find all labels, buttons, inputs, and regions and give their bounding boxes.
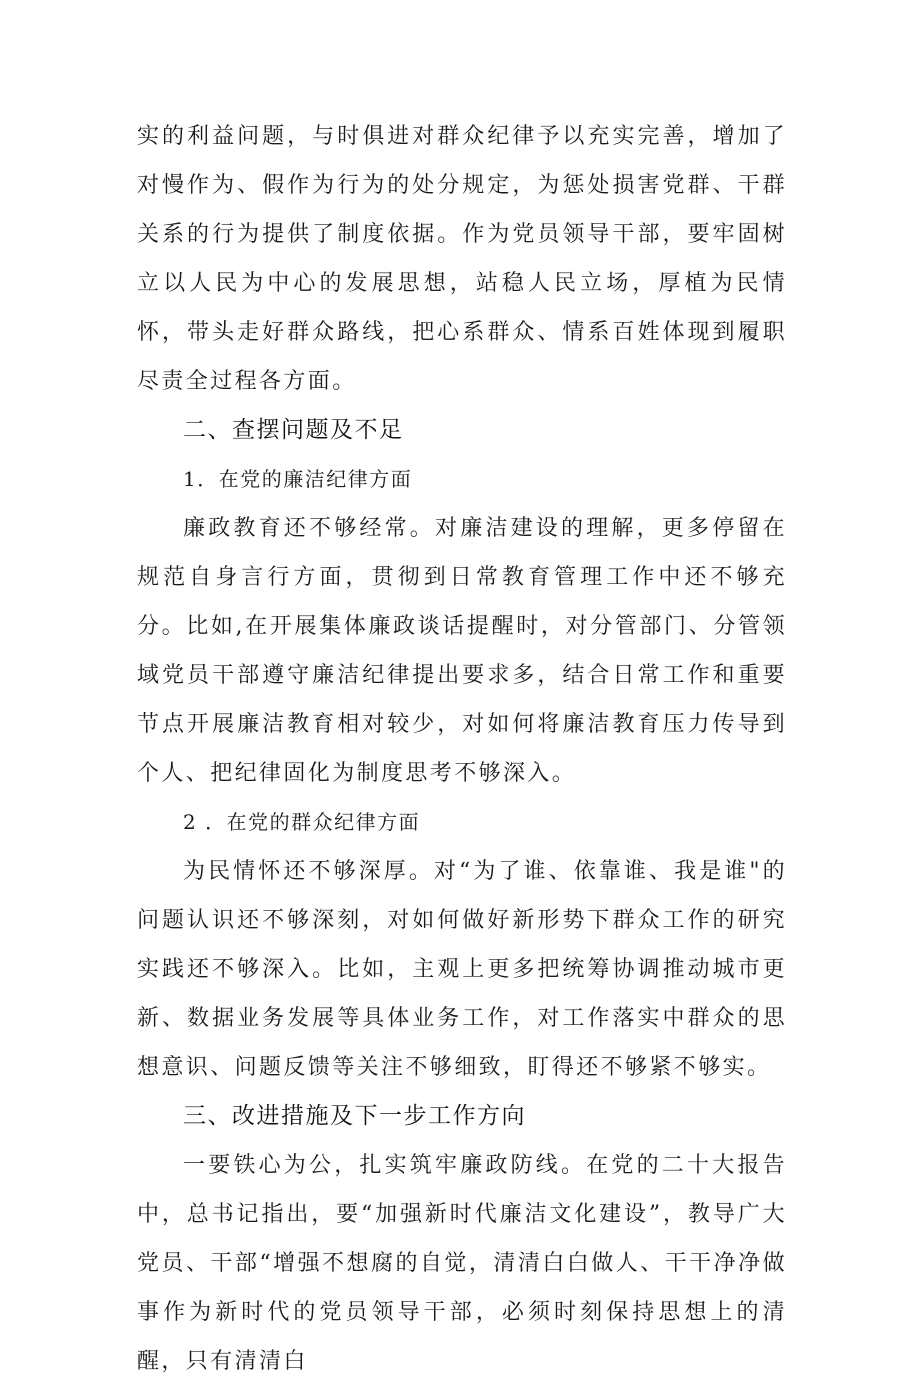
paragraph-integrity-defense: 一要铁心为公，扎实筑牢廉政防线。在党的二十大报告中，总书记指出，要“加强新时代廉洁文化建设”，教导广大党员、干部“增强不想腐的自觉，清清白白做人、干干净净做事作为新时代的党员领导干部，必须时刻保持思想上的清醒，只有清清白 bbox=[137, 1153, 787, 1374]
subheading-integrity-discipline: 1．在党的廉洁纪律方面 bbox=[183, 467, 413, 491]
paragraph-people-feelings: 为民情怀还不够深厚。对“为了谁、依靠谁、我是谁"的问题认识还不够深刻，对如何做好新形势下群众工作的研究实践还不够深入。比如，主观上更多把统筹协调推动城市更新、数据业务发展等具体业务工作，对工作落实中群众的思想意识、问题反馈等关注不够细致，盯得还不够紧不够实。 bbox=[137, 859, 787, 1080]
subheading-mass-discipline: 2 ．在党的群众纪律方面 bbox=[183, 810, 421, 834]
document-body bbox=[137, 112, 787, 1386]
paragraph-integrity-education: 廉政教育还不够经常。对廉洁建设的理解，更多停留在规范自身言行方面，贯彻到日常教育管理工作中还不够充分。比如,在开展集体廉政谈话提醒时，对分管部门、分管领域党员干部遵守廉洁纪律提出要求多，结合日常工作和重要节点开展廉洁教育相对较少，对如何将廉洁教育压力传导到个人、把纪律固化为制度思考不够深入。 bbox=[137, 516, 787, 786]
paragraph-mass-discipline-intro: 实的利益问题，与时俱进对群众纪律予以充实完善，增加了对慢作为、假作为行为的处分规定，为惩处损害党群、干群关系的行为提供了制度依据。作为党员领导干部，要牢固树立以人民为中心的发展思想，站稳人民立场，厚植为民情怀，带头走好群众路线，把心系群众、情系百姓体现到履职尽责全过程各方面。 bbox=[137, 124, 787, 394]
section-heading-problems: 二、查摆问题及不足 bbox=[183, 417, 404, 443]
section-heading-improvements: 三、改进措施及下一步工作方向 bbox=[183, 1103, 526, 1129]
